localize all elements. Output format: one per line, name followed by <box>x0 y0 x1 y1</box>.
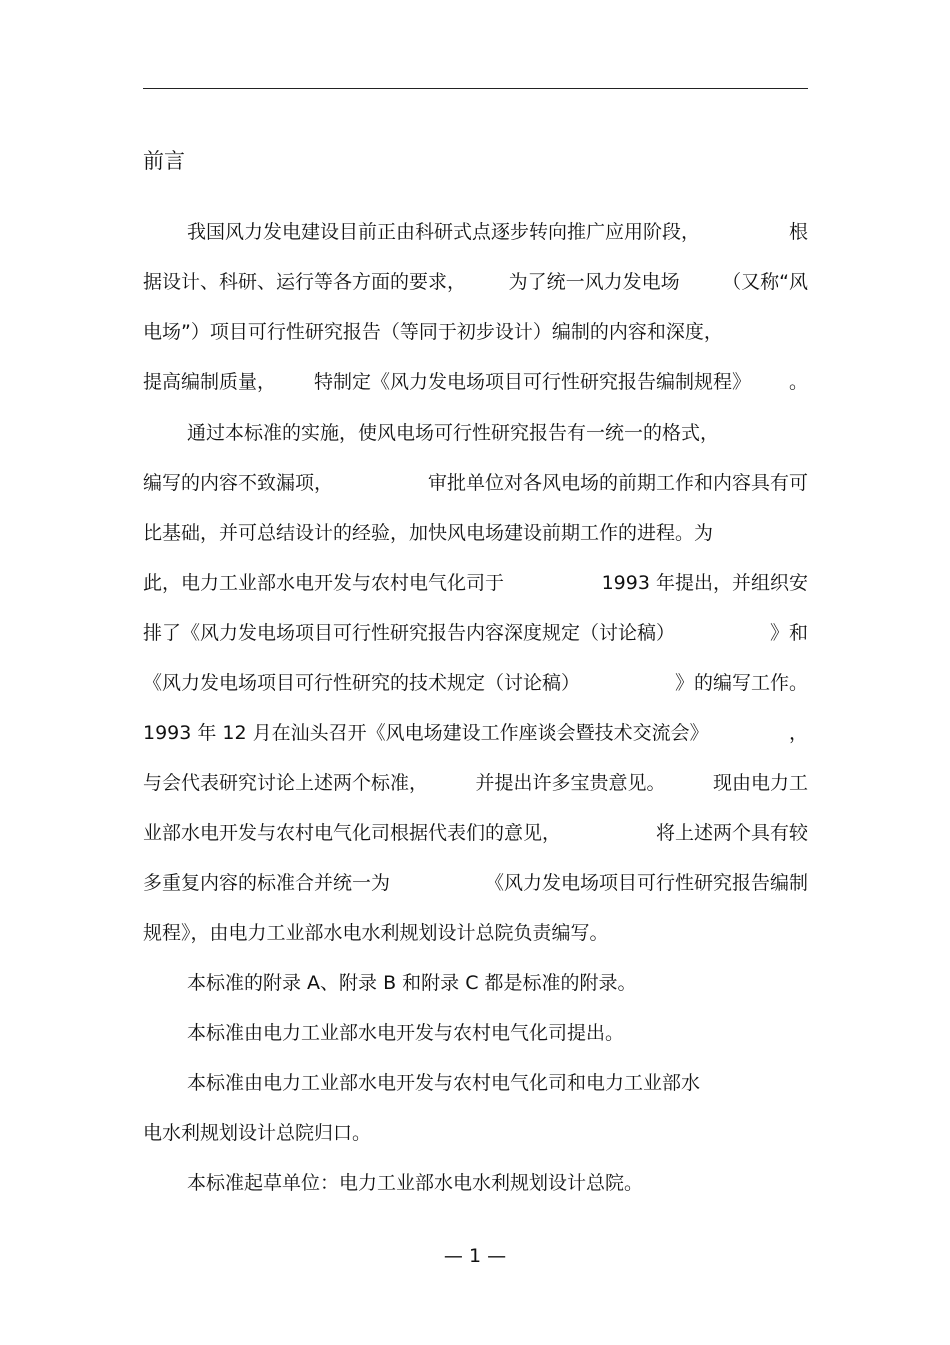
text-segment: 电水利规划设计总院归口。 <box>143 1122 372 1144</box>
text-line <box>143 968 808 998</box>
text-segment: （又称“风 <box>722 271 808 293</box>
text-segment: 》和 <box>769 622 808 644</box>
text-segment: 通过本标准的实施，使风电场可行性研究报告有一统一的格式， <box>187 422 720 444</box>
text-segment: 本标准的附录 A、附录 B 和附录 C 都是标准的附录。 <box>187 972 637 994</box>
text-line <box>143 518 808 548</box>
text-segment: 比基础，并可总结设计的经验，加快风电场建设前期工作的进程。为 <box>143 522 714 544</box>
text-segment: 》的编写工作。 <box>674 672 808 694</box>
text-line <box>143 568 808 598</box>
text-line <box>143 668 808 698</box>
text-segment: 业部水电开发与农村电气化司根据代表们的意见， <box>143 822 562 844</box>
text-segment: 《风力发电场项目可行性研究的技术规定（讨论稿） <box>143 672 581 694</box>
text-segment: 。 <box>788 371 808 393</box>
text-segment: 审批单位对各风电场的前期工作和内容具有可 <box>427 472 808 494</box>
text-line <box>143 1018 808 1048</box>
text-line <box>143 217 808 247</box>
text-line <box>143 1168 808 1198</box>
text-line <box>143 718 808 748</box>
text-segment: 将上述两个具有较 <box>655 822 808 844</box>
text-segment: 我国风力发电建设目前正由科研式点逐步转向推广应用阶段， <box>187 221 701 243</box>
page-number: — 1 — <box>443 1245 507 1267</box>
text-line <box>143 418 808 448</box>
header-rule <box>143 88 808 89</box>
text-segment: ， <box>788 722 808 744</box>
text-segment: 此，电力工业部水电开发与农村电气化司于 <box>143 572 505 594</box>
text-segment: 并提出许多宝贵意见。 <box>475 772 666 794</box>
text-segment: 排了《风力发电场项目可行性研究报告内容深度规定（讨论稿） <box>143 622 676 644</box>
text-line <box>143 1118 808 1148</box>
text-segment: 根 <box>788 221 808 243</box>
text-segment: 与会代表研究讨论上述两个标准， <box>143 772 429 794</box>
text-segment: 提高编制质量， <box>143 371 277 393</box>
page-title: 前言 <box>143 149 185 173</box>
text-line <box>143 868 808 898</box>
text-segment: 据设计、科研、运行等各方面的要求， <box>143 271 467 293</box>
text-line <box>143 818 808 848</box>
text-segment: 本标准起草单位：电力工业部水电水利规划设计总院。 <box>187 1172 644 1194</box>
text-segment: 电场”）项目可行性研究报告（等同于初步设计）编制的内容和深度， <box>143 321 723 343</box>
text-line <box>143 618 808 648</box>
text-line <box>143 267 808 297</box>
text-segment: 《风力发电场项目可行性研究报告编制 <box>484 872 808 894</box>
text-segment: 1993 年 12 月在汕头召开《风电场建设工作座谈会暨技术交流会》 <box>143 722 709 744</box>
text-segment: 1993 年提出，并组织安 <box>601 572 808 594</box>
text-line <box>143 1068 808 1098</box>
text-segment: 规程》，由电力工业部水电水利规划设计总院负责编写。 <box>143 922 609 944</box>
text-segment: 本标准由电力工业部水电开发与农村电气化司和电力工业部水 <box>187 1072 701 1094</box>
text-segment: 现由电力工 <box>712 772 808 794</box>
text-segment: 本标准由电力工业部水电开发与农村电气化司提出。 <box>187 1022 625 1044</box>
text-line <box>143 317 808 347</box>
text-line <box>143 367 808 397</box>
text-segment: 多重复内容的标准合并统一为 <box>143 872 391 894</box>
text-segment: 编写的内容不致漏项， <box>143 472 334 494</box>
text-line <box>143 768 808 798</box>
text-segment: 为了统一风力发电场 <box>508 271 680 293</box>
text-segment: 特制定《风力发电场项目可行性研究报告编制规程》 <box>313 371 751 393</box>
text-line <box>143 468 808 498</box>
text-line <box>143 918 808 948</box>
